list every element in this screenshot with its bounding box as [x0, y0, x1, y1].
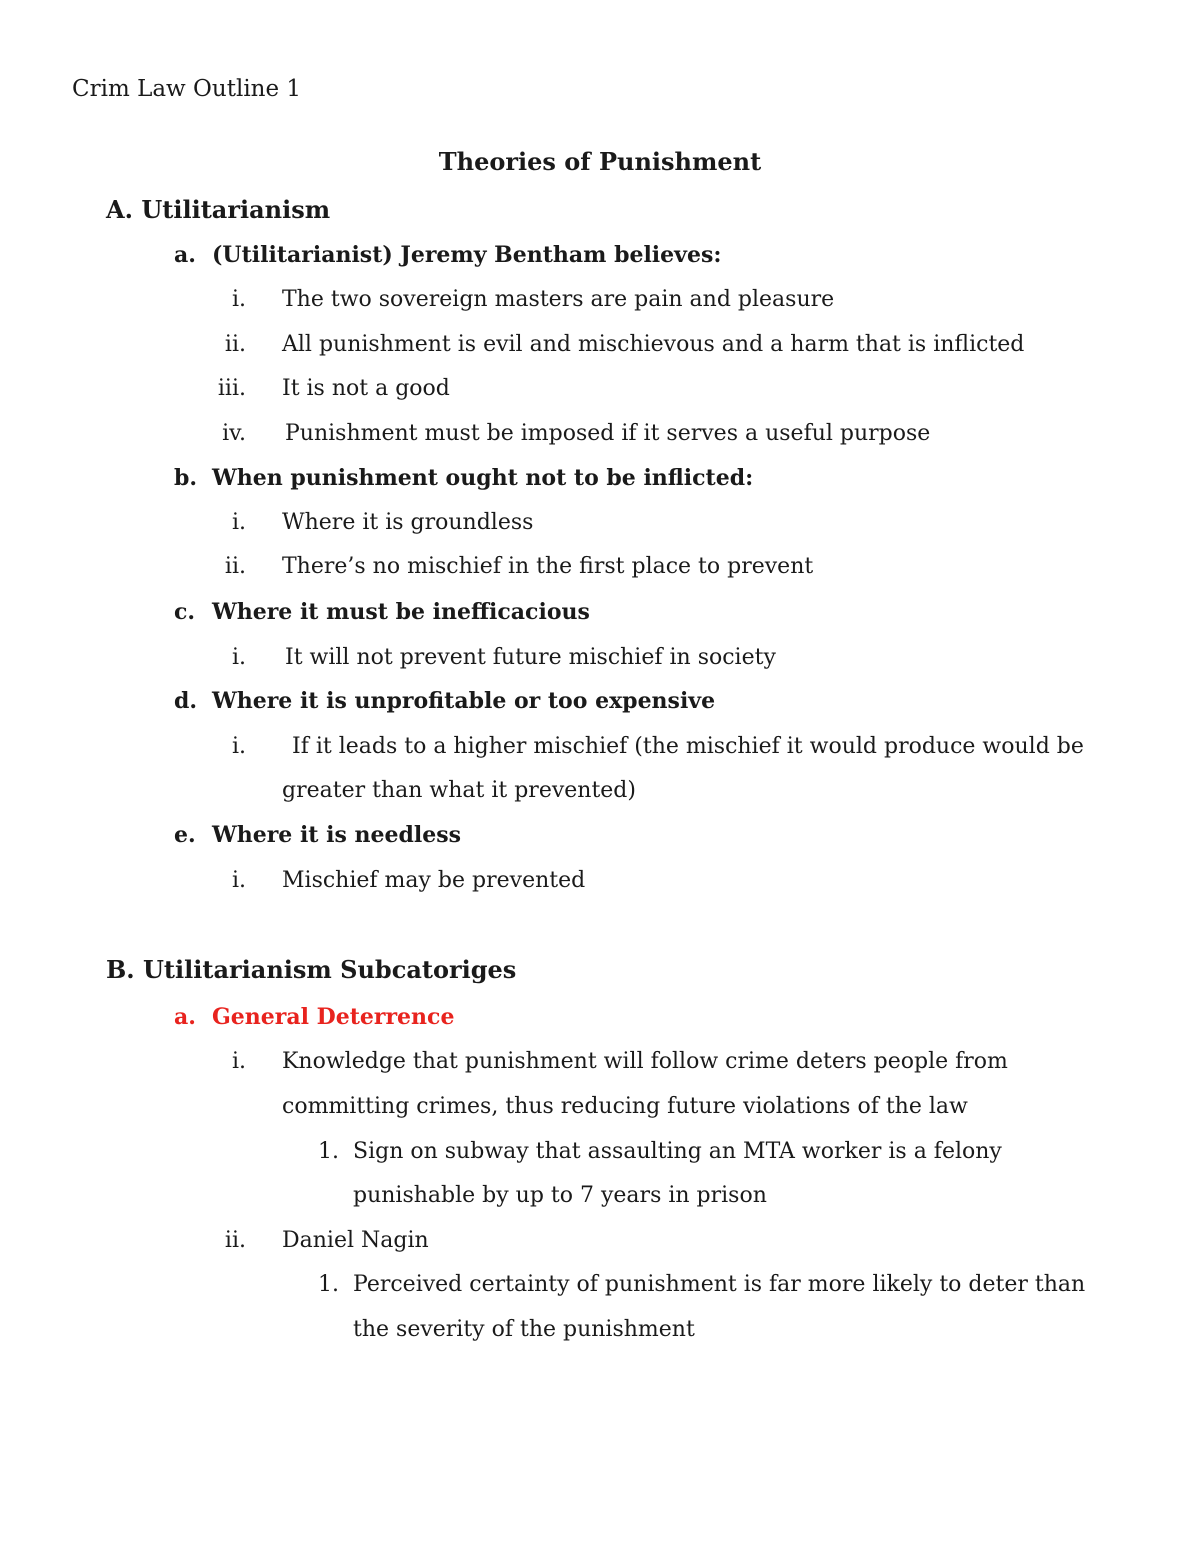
list-item: Where it is needless: [212, 822, 462, 848]
list-marker: a.: [174, 1004, 196, 1030]
list-marker: 1.: [318, 1272, 339, 1297]
list-item: All punishment is evil and mischievous and a harm that is inflicted: [282, 332, 1025, 357]
list-marker: e.: [174, 822, 196, 848]
list-item-continuation: punishable by up to 7 years in prison: [353, 1183, 767, 1208]
section-b-heading: [106, 955, 517, 984]
list-item: There’s no mischief in the first place to prevent: [282, 554, 814, 579]
list-marker: i.: [231, 645, 246, 670]
list-marker: b.: [174, 465, 198, 491]
list-marker: ii.: [224, 1228, 246, 1253]
list-marker: i.: [231, 734, 246, 759]
list-item: Daniel Nagin: [282, 1228, 429, 1253]
list-item: Punishment must be imposed if it serves a useful purpose: [285, 421, 931, 446]
list-item: Where it is unprofitable or too expensive: [212, 688, 716, 714]
list-marker: i.: [231, 287, 246, 312]
page-title: Theories of Punishment: [438, 147, 762, 176]
list-marker: ii.: [224, 332, 246, 357]
list-item: Knowledge that punishment will follow crime deters people from: [282, 1049, 1008, 1074]
section-marker: A.: [106, 195, 133, 224]
list-marker: i.: [231, 1049, 246, 1074]
list-marker: 1.: [318, 1139, 339, 1164]
list-item: Perceived certainty of punishment is far more likely to deter than: [353, 1272, 1086, 1297]
list-marker: iii.: [217, 376, 246, 401]
list-item: It will not prevent future mischief in society: [285, 645, 776, 670]
list-item: Sign on subway that assaulting an MTA worker is a felony: [353, 1139, 1002, 1164]
list-item-continuation: committing crimes, thus reducing future violations of the law: [282, 1094, 968, 1119]
list-marker: d.: [174, 688, 198, 714]
list-item-continuation: greater than what it prevented): [282, 778, 636, 803]
list-item: When punishment ought not to be inflicted:: [212, 465, 754, 491]
list-item-continuation: the severity of the punishment: [353, 1317, 695, 1342]
list-marker: i.: [231, 510, 246, 535]
list-item: (Utilitarianist) Jeremy Bentham believes:: [212, 242, 722, 268]
list-marker: i.: [231, 868, 246, 893]
section-title: Utilitarianism: [141, 195, 331, 224]
list-item: Where it must be inefficacious: [212, 599, 590, 625]
section-marker: B.: [106, 955, 135, 984]
list-item: If it leads to a higher mischief (the mischief it would produce would be: [292, 734, 1084, 759]
list-item: Where it is groundless: [282, 510, 534, 535]
list-item: Mischief may be prevented: [282, 868, 586, 893]
section-title: Utilitarianism Subcatoriges: [143, 955, 517, 984]
list-marker: a.: [174, 242, 196, 268]
list-marker: ii.: [224, 554, 246, 579]
section-a-heading: [106, 195, 331, 224]
header-text: Crim Law Outline 1: [72, 76, 302, 102]
list-marker: iv.: [222, 421, 246, 446]
list-marker: c.: [174, 599, 196, 625]
list-item: The two sovereign masters are pain and pleasure: [282, 287, 835, 312]
list-item: It is not a good: [282, 376, 450, 401]
list-item-highlight: General Deterrence: [212, 1004, 455, 1030]
